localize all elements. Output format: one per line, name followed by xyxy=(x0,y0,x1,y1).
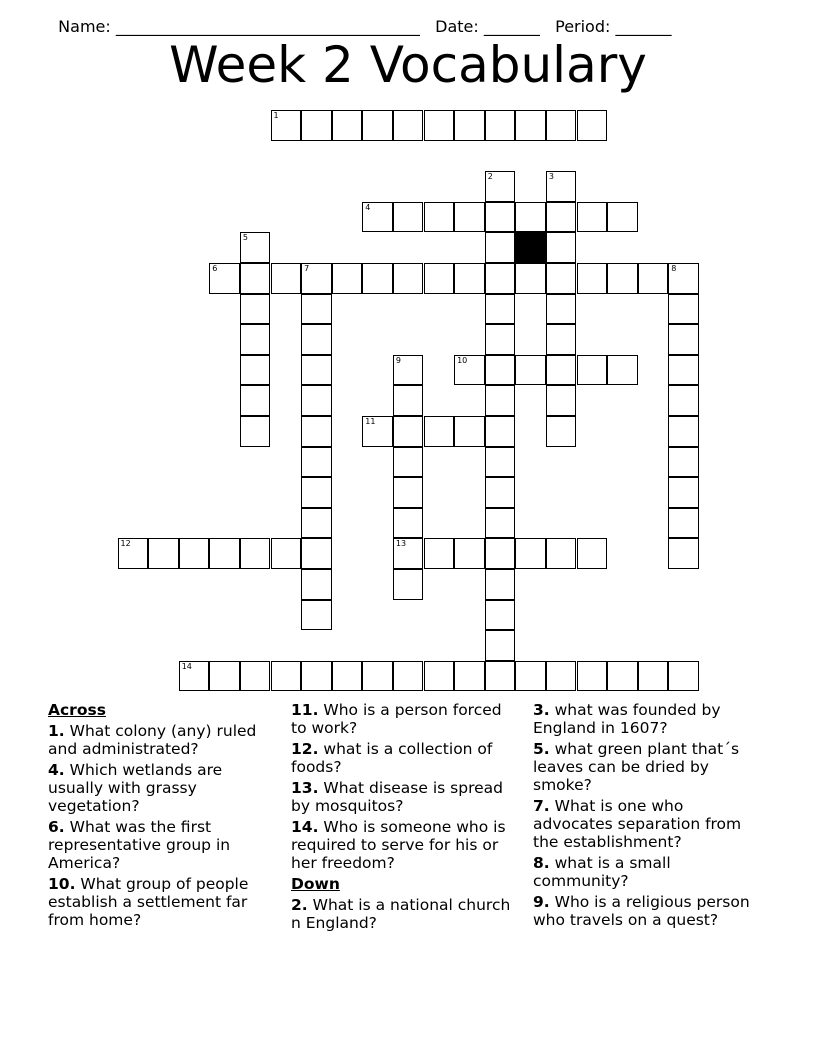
clue-number-label: 9. xyxy=(533,893,550,911)
crossword-cell[interactable] xyxy=(393,355,424,386)
clue-text: what was founded by England in 1607? xyxy=(533,701,721,737)
down-heading: Down xyxy=(291,875,340,893)
crossword-cell[interactable] xyxy=(424,538,455,569)
crossword-cell[interactable] xyxy=(485,263,516,294)
clue-number: 6 xyxy=(212,264,218,273)
clues-column-1 xyxy=(48,701,273,932)
crossword-cell[interactable] xyxy=(485,294,516,325)
crossword-cell[interactable] xyxy=(515,202,546,233)
clue-number: 9 xyxy=(395,355,401,365)
crossword-cell[interactable] xyxy=(393,538,424,569)
crossword-cell[interactable] xyxy=(362,110,393,141)
crossword-cell[interactable] xyxy=(485,324,516,355)
crossword-cell[interactable] xyxy=(271,538,302,569)
across-heading: Across xyxy=(48,701,106,719)
crossword-cell[interactable] xyxy=(668,324,699,355)
crossword-cell[interactable] xyxy=(485,355,516,386)
crossword-cell[interactable] xyxy=(515,263,546,294)
clue-number: 1 xyxy=(273,111,279,120)
crossword-cell[interactable] xyxy=(179,661,210,692)
crossword-cell[interactable] xyxy=(424,202,455,233)
clue-item xyxy=(533,740,763,794)
crossword-cell[interactable] xyxy=(546,202,577,233)
clue-number: 14 xyxy=(181,661,192,671)
crossword-cell[interactable] xyxy=(546,171,577,202)
crossword-cell[interactable] xyxy=(668,263,699,294)
name-field[interactable]: Name: ______________________________________ xyxy=(58,17,420,36)
crossword-cell[interactable] xyxy=(424,416,455,447)
crossword-cell[interactable] xyxy=(515,661,546,692)
clue-number-label: 7. xyxy=(533,797,550,815)
clue-text: Who is a person forced to work? xyxy=(291,701,502,737)
crossword-cell[interactable] xyxy=(485,232,516,263)
crossword-cell[interactable] xyxy=(301,600,332,631)
crossword-cell[interactable] xyxy=(301,477,332,508)
crossword-cell[interactable] xyxy=(546,294,577,325)
clue-text: What colony (any) ruled and administrated? xyxy=(48,722,257,758)
crossword-cell[interactable] xyxy=(454,416,485,447)
crossword-cell[interactable] xyxy=(240,385,271,416)
clue-number-label: 1. xyxy=(48,722,65,740)
clue-number: 11 xyxy=(365,417,376,426)
crossword-cell[interactable] xyxy=(240,324,271,355)
crossword-cell[interactable] xyxy=(668,447,699,478)
crossword-cell[interactable] xyxy=(271,661,302,692)
crossword-cell[interactable] xyxy=(301,294,332,325)
crossword-cell[interactable] xyxy=(454,355,485,386)
crossword-cell[interactable] xyxy=(301,355,332,386)
crossword-cell[interactable] xyxy=(454,110,485,141)
clue-item xyxy=(533,893,763,929)
crossword-cell[interactable] xyxy=(393,508,424,539)
crossword-cell[interactable] xyxy=(393,202,424,233)
crossword-cell[interactable] xyxy=(485,385,516,416)
crossword-cell[interactable] xyxy=(332,110,363,141)
clue-text: What group of people establish a settlement far from home? xyxy=(48,875,249,929)
crossword-cell[interactable] xyxy=(209,661,240,692)
crossword-cell[interactable] xyxy=(668,508,699,539)
clue-number: 12 xyxy=(120,539,131,549)
crossword-cell[interactable] xyxy=(240,232,271,263)
crossword-cell[interactable] xyxy=(393,416,424,447)
clue-item xyxy=(48,818,273,872)
crossword-cell[interactable] xyxy=(546,538,577,569)
crossword-cell[interactable] xyxy=(454,661,485,692)
crossword-cell[interactable] xyxy=(515,538,546,569)
clue-item xyxy=(533,854,763,890)
clue-item xyxy=(291,818,521,872)
crossword-cell[interactable] xyxy=(301,416,332,447)
crossword-cell[interactable] xyxy=(393,477,424,508)
crossword-cell[interactable] xyxy=(546,324,577,355)
crossword-cell[interactable] xyxy=(485,416,516,447)
crossword-cell[interactable] xyxy=(485,110,516,141)
crossword-cell[interactable] xyxy=(332,263,363,294)
crossword-cell[interactable] xyxy=(546,416,577,447)
clue-text: Which wetlands are usually with grassy vegetation? xyxy=(48,761,223,815)
clue-number-label: 4. xyxy=(48,761,65,779)
crossword-cell[interactable] xyxy=(424,263,455,294)
clue-text: what green plant that´s leaves can be dried by smoke? xyxy=(533,740,740,794)
crossword-cell[interactable] xyxy=(577,538,608,569)
crossword-cell[interactable] xyxy=(668,385,699,416)
crossword-cell[interactable] xyxy=(179,538,210,569)
crossword-cell[interactable] xyxy=(607,661,638,692)
clue-text: Who is a religious person who travels on a quest? xyxy=(533,893,750,929)
crossword-cell[interactable] xyxy=(301,385,332,416)
crossword-cell[interactable] xyxy=(485,630,516,661)
crossword-cell[interactable] xyxy=(301,661,332,692)
clue-item xyxy=(533,701,763,737)
crossword-cell[interactable] xyxy=(393,110,424,141)
crossword-cell[interactable] xyxy=(424,661,455,692)
crossword-cell[interactable] xyxy=(485,171,516,202)
crossword-cell[interactable] xyxy=(607,355,638,386)
clues-column-3 xyxy=(533,701,763,932)
clue-number: 5 xyxy=(242,233,248,243)
clue-number: 8 xyxy=(671,264,677,273)
crossword-cell[interactable] xyxy=(546,110,577,141)
crossword-cell[interactable] xyxy=(454,263,485,294)
clues-column-2 xyxy=(291,701,521,935)
crossword-cell[interactable] xyxy=(546,355,577,386)
clue-item xyxy=(533,797,763,851)
crossword-cell[interactable] xyxy=(332,661,363,692)
clue-number-label: 8. xyxy=(533,854,550,872)
crossword-cell[interactable] xyxy=(515,110,546,141)
crossword-cell[interactable] xyxy=(546,232,577,263)
clue-text: what is a small community? xyxy=(533,854,671,890)
clue-text: what is a collection of foods? xyxy=(291,740,493,776)
crossword-cell[interactable] xyxy=(271,110,302,141)
crossword-cell[interactable] xyxy=(240,538,271,569)
clue-number-label: 11. xyxy=(291,701,319,719)
crossword-cell[interactable] xyxy=(546,263,577,294)
clue-text: Who is someone who is required to serve for his or her freedom? xyxy=(291,818,506,872)
crossword-cell[interactable] xyxy=(485,600,516,631)
clue-number-label: 3. xyxy=(533,701,550,719)
clue-item xyxy=(48,875,273,929)
crossword-cell[interactable] xyxy=(485,508,516,539)
clue-number-label: 2. xyxy=(291,896,308,914)
crossword-cell[interactable] xyxy=(546,661,577,692)
crossword-cell[interactable] xyxy=(393,385,424,416)
clue-item xyxy=(291,896,521,932)
crossword-cell[interactable] xyxy=(240,355,271,386)
crossword-cell[interactable] xyxy=(271,263,302,294)
clue-text: What is one who advocates separation from the establishment? xyxy=(533,797,742,851)
crossword-cell[interactable] xyxy=(485,447,516,478)
clue-item xyxy=(48,761,273,815)
crossword-cell[interactable] xyxy=(362,661,393,692)
crossword-cell[interactable] xyxy=(301,538,332,569)
crossword-cell[interactable] xyxy=(424,110,455,141)
clue-item xyxy=(48,722,273,758)
crossword-cell[interactable] xyxy=(240,661,271,692)
black-square xyxy=(515,232,546,263)
crossword-cell[interactable] xyxy=(607,263,638,294)
clue-number: 3 xyxy=(548,172,554,182)
period-field[interactable]: Period: _______ xyxy=(555,17,672,36)
crossword-cell[interactable] xyxy=(454,538,485,569)
clue-number: 7 xyxy=(304,264,310,273)
clue-item xyxy=(291,701,521,737)
crossword-cell[interactable] xyxy=(638,661,669,692)
clue-number-label: 14. xyxy=(291,818,319,836)
date-field[interactable]: Date: _______ xyxy=(435,17,540,36)
crossword-cell[interactable] xyxy=(515,355,546,386)
crossword-cell[interactable] xyxy=(485,202,516,233)
crossword-cell[interactable] xyxy=(577,355,608,386)
clue-number: 2 xyxy=(487,172,493,182)
crossword-cell[interactable] xyxy=(577,110,608,141)
crossword-cell[interactable] xyxy=(668,477,699,508)
crossword-cell[interactable] xyxy=(485,661,516,692)
crossword-cell[interactable] xyxy=(362,263,393,294)
crossword-cell[interactable] xyxy=(485,477,516,508)
crossword-cell[interactable] xyxy=(240,294,271,325)
crossword-cell[interactable] xyxy=(546,385,577,416)
crossword-cell[interactable] xyxy=(393,569,424,600)
crossword-cell[interactable] xyxy=(577,263,608,294)
clue-item xyxy=(291,779,521,815)
crossword-cell[interactable] xyxy=(607,202,638,233)
clue-number-label: 12. xyxy=(291,740,319,758)
crossword-cell[interactable] xyxy=(668,416,699,447)
crossword-cell[interactable] xyxy=(148,538,179,569)
crossword-cell[interactable] xyxy=(638,263,669,294)
crossword-cell[interactable] xyxy=(668,538,699,569)
crossword-cell[interactable] xyxy=(577,661,608,692)
crossword-cell[interactable] xyxy=(118,538,149,569)
crossword-cell[interactable] xyxy=(668,661,699,692)
page-title: Week 2 Vocabulary xyxy=(169,36,647,94)
crossword-cell[interactable] xyxy=(485,569,516,600)
crossword-cell[interactable] xyxy=(301,508,332,539)
crossword-cell[interactable] xyxy=(668,294,699,325)
clue-number: 4 xyxy=(365,202,371,212)
crossword-cell[interactable] xyxy=(454,202,485,233)
clue-number-label: 6. xyxy=(48,818,65,836)
crossword-cell[interactable] xyxy=(668,355,699,386)
crossword-cell[interactable] xyxy=(393,263,424,294)
crossword-cell[interactable] xyxy=(301,263,332,294)
crossword-cell[interactable] xyxy=(301,569,332,600)
crossword-cell[interactable] xyxy=(393,661,424,692)
clue-number-label: 5. xyxy=(533,740,550,758)
crossword-cell[interactable] xyxy=(209,538,240,569)
crossword-cell[interactable] xyxy=(362,202,393,233)
crossword-cell[interactable] xyxy=(301,447,332,478)
clue-text: What disease is spread by mosquitos? xyxy=(291,779,503,815)
clue-item xyxy=(291,740,521,776)
crossword-cell[interactable] xyxy=(240,263,271,294)
clue-text: What is a national church n England? xyxy=(291,896,511,932)
clue-number: 10 xyxy=(457,355,468,365)
crossword-cell[interactable] xyxy=(240,416,271,447)
crossword-cell[interactable] xyxy=(393,447,424,478)
crossword-cell[interactable] xyxy=(301,324,332,355)
crossword-cell[interactable] xyxy=(209,263,240,294)
crossword-cell[interactable] xyxy=(577,202,608,233)
crossword-cell[interactable] xyxy=(362,416,393,447)
crossword-cell[interactable] xyxy=(485,538,516,569)
clue-number: 13 xyxy=(395,539,407,549)
clue-number-label: 13. xyxy=(291,779,319,797)
clue-text: What was the first representative group in America? xyxy=(48,818,231,872)
crossword-cell[interactable] xyxy=(301,110,332,141)
clue-number-label: 10. xyxy=(48,875,76,893)
